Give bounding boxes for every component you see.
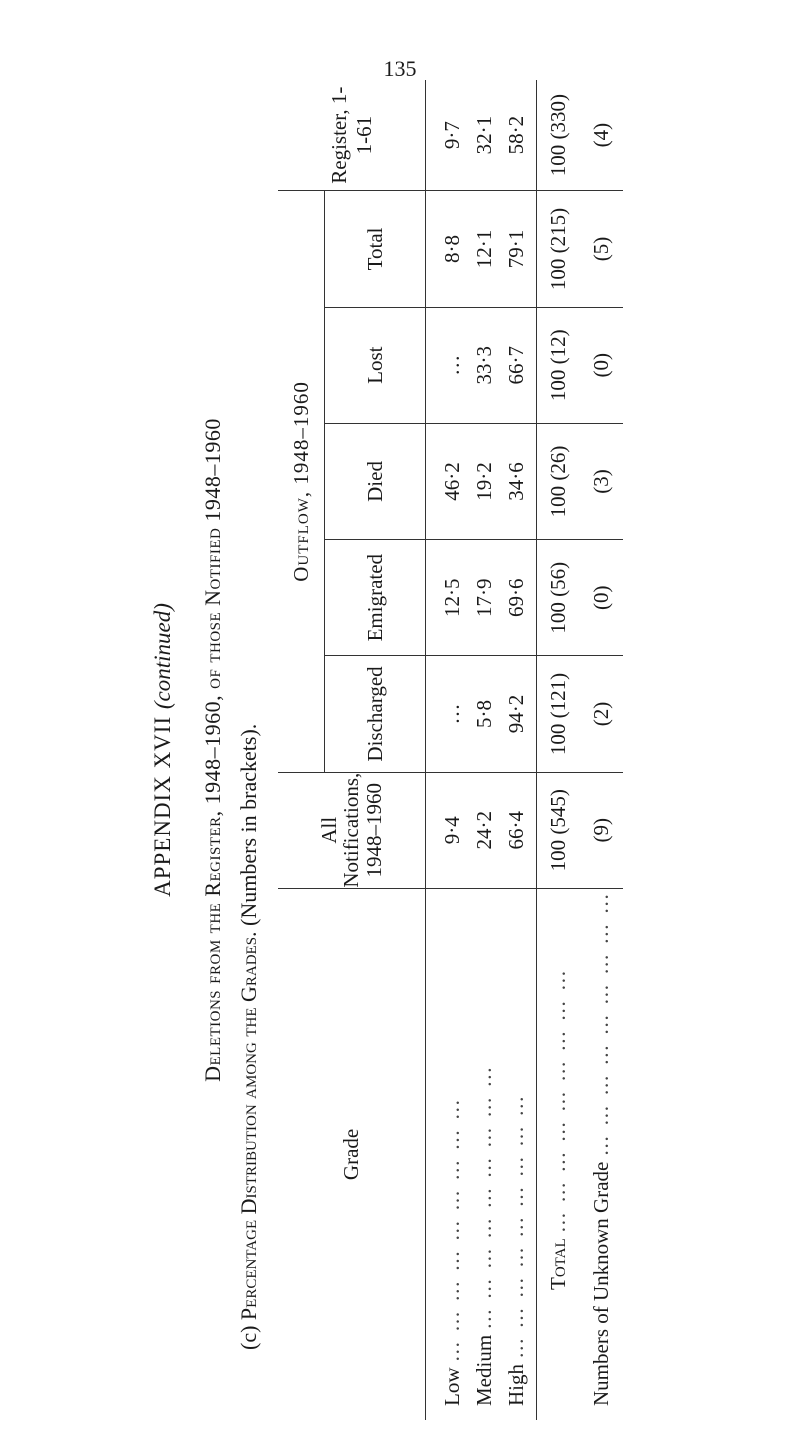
grade-cell [500, 888, 532, 1420]
grade-cell [468, 888, 500, 1420]
total-unknown: (5) [579, 191, 623, 307]
discharged-cell: 5·8 [468, 656, 500, 772]
appendix-heading [150, 80, 176, 1420]
lost-cell: 33·3 [468, 307, 500, 423]
notifications-total: 100 (545) [537, 772, 580, 888]
total-total: 100 (215) [537, 191, 580, 307]
continued-label: (continued) [150, 603, 175, 710]
emigrated-cell: 69·6 [500, 540, 532, 656]
died-cell: 46·2 [436, 423, 468, 539]
register-unknown: (4) [579, 80, 623, 191]
lost-cell: … [436, 307, 468, 423]
emigrated-cell: 12·5 [436, 540, 468, 656]
emigrated-cell: 17·9 [468, 540, 500, 656]
register-total: 100 (330) [537, 80, 580, 191]
lost-unknown: (0) [579, 307, 623, 423]
notifications-cell: 9·4 [436, 772, 468, 888]
unknown-label-cell [579, 888, 623, 1420]
page-number: 135 [383, 56, 417, 81]
subtitle-note: (Numbers in brackets). [236, 723, 261, 926]
dot-leader: … … … … … … … … … [503, 1093, 528, 1359]
emigrated-unknown: (0) [579, 540, 623, 656]
header-register: Register, 1-1-61 [278, 80, 426, 191]
dot-leader: … … … … … … … … … [588, 891, 613, 1157]
appendix-label: APPENDIX XVII [150, 715, 175, 897]
discharged-unknown: (2) [579, 656, 623, 772]
header-notifications: All Notifications, 1948–1960 [278, 772, 426, 888]
table-subtitle [236, 80, 262, 1350]
register-cell: 32·1 [468, 80, 500, 191]
header-grade: Grade [278, 888, 426, 1420]
lost-cell: 66·7 [500, 307, 532, 423]
unknown-grade-label: Numbers of Unknown Grade [588, 1161, 613, 1406]
total-cell: 79·1 [500, 191, 532, 307]
dot-leader: … … … … … … … … … [545, 968, 570, 1234]
header-died: Died [325, 423, 426, 539]
header-emigrated: Emigrated [325, 540, 426, 656]
dot-leader: … … … … … … … … … [439, 1097, 464, 1363]
subtitle-text: Percentage Distribution among the Grades. [236, 931, 261, 1321]
table-row [468, 80, 500, 1420]
discharged-cell: … [436, 656, 468, 772]
died-cell: 34·6 [500, 423, 532, 539]
emigrated-total: 100 (56) [537, 540, 580, 656]
notifications-cell: 24·2 [468, 772, 500, 888]
total-row [537, 80, 580, 1420]
grade-label: Low [439, 1367, 464, 1406]
total-cell: 8·8 [436, 191, 468, 307]
died-cell: 19·2 [468, 423, 500, 539]
header-outflow-group: Outflow, 1948–1960 [278, 191, 325, 772]
table-title: Deletions from the Register, 1948–1960, of those Notified 1948–1960 [200, 418, 225, 1082]
header-total: Total [325, 191, 426, 307]
register-cell: 58·2 [500, 80, 532, 191]
header-lost: Lost [325, 307, 426, 423]
dot-leader: … … … … … … … … … [471, 1064, 496, 1330]
total-cell: 12·1 [468, 191, 500, 307]
deletions-table [278, 80, 623, 1420]
table-row [436, 80, 468, 1420]
register-cell: 9·7 [436, 80, 468, 191]
header-discharged: Discharged [325, 656, 426, 772]
grade-cell [436, 888, 468, 1420]
grade-label: Medium [471, 1334, 496, 1406]
notifications-unknown: (9) [579, 772, 623, 888]
notifications-cell: 66·4 [500, 772, 532, 888]
total-label: Total [545, 1238, 570, 1290]
grade-label: High [503, 1364, 528, 1406]
table-row [500, 80, 532, 1420]
discharged-cell: 94·2 [500, 656, 532, 772]
died-unknown: (3) [579, 423, 623, 539]
discharged-total: 100 (121) [537, 656, 580, 772]
died-total: 100 (26) [537, 423, 580, 539]
unknown-grade-row [579, 80, 623, 1420]
total-label-cell [537, 888, 580, 1420]
subtitle-label: (c) [236, 1325, 261, 1350]
lost-total: 100 (12) [537, 307, 580, 423]
rotated-table-frame [140, 80, 620, 1420]
